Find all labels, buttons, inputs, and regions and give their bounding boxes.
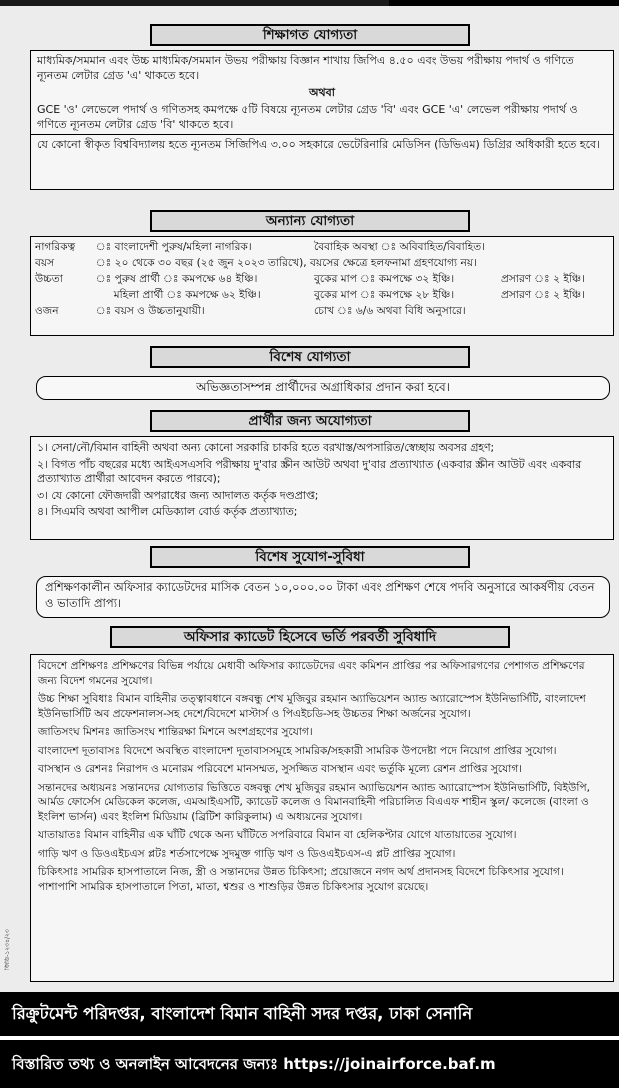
weight-value: ঃ বয়স ও উচ্চতানুযায়ী। — [95, 305, 205, 317]
age-value: ঃ ২০ থেকে ৩০ বছর (২৫ জুন ২০২৩ তারিখে), বয়সের ক্ষেত্রে হলফনামা গ্রহণযোগ্য নয়। — [95, 257, 477, 269]
footer-apply-url[interactable]: https://joinairforce.baf.m — [283, 1055, 496, 1073]
disqualification-item-2: ২। বিগত পাঁচ বছরের মধ্যে আইএসএসবি পরীক্ষায় দু'বার স্ক্রীন আউট অথবা দু'বার প্রত্যাখ্যাত (একবার স্ক্রীন আউট এবং একবার প্রত্যাখ্যাত প্রার্থীরা আবেদন করতে পারবে); — [37, 457, 582, 485]
benefit-housing-ration: বাসস্থান ও রেশনঃ নিরাপদ ও মনোরম পরিবেশে মানসম্মত, সুসজ্জিত বাসস্থান এবং ভর্তুকি মূল্যে রেশন প্রাপ্তির সুযোগ। — [38, 763, 523, 775]
marital-label: বৈবাহিক অবস্থা — [314, 241, 378, 253]
footer-apply — [0, 1040, 619, 1088]
height-male: ঃ পুরুষ প্রার্থী ঃ কমপক্ষে ৬৪ ইঞ্চি। — [95, 273, 258, 285]
benefit-transport: যাতায়াতঃ বিমান বাহিনীর এক ঘাঁটি থেকে অন্য ঘাঁটিতে সপরিবারে বিমান বা হেলিকপ্টার যোগে যাতায়াতের সুযোগ। — [38, 829, 517, 841]
educational-box — [30, 50, 614, 190]
other-table — [31, 239, 613, 319]
other-heading: অন্যান্য যোগ্যতা — [150, 210, 470, 232]
height-male-row — [31, 271, 613, 287]
nationality-label: নাগরিকত্ব — [35, 241, 76, 253]
benefit-children-education: সন্তানদের অধ্যয়নঃ সন্তানদের যোগ্যতার ভিত্তিতে বঙ্গবন্ধু শেখ মুজিবুর রহমান অ্যাভিয়েশন অ্যান্ড অ্যারোস্পেস ইউনিভার্সিটি, বিইউপি, আর্মড ফোর্সেস মেডিকেল কলেজ, এমআইএসটি, ক্যাডেট কলেজ ও বিমানবাহিনী পরিচালিত বিএএফ শাহীন স্কুল/ কলেজে (বাংলা ও ইংলিশ ভার্সন) এবং ইংলিশ মিডিয়াম (ব্রিটিশ কারিকুলাম) এ অধ্যয়নের সুযোগ। — [38, 781, 591, 823]
privilege-heading: বিশেষ সুযোগ-সুবিধা — [150, 546, 470, 568]
educational-line2: GCE 'ও' লেভেলে পদার্থ ও গণিতসহ কমপক্ষে ৫টি বিষয়ে ন্যূনতম লেটার গ্রেড 'বি' এবং GCE 'এ' লেভেল পরীক্ষায় পদার্থ ও গণিতে ন্যূনতম লেটার গ্রেড 'বি' থাকতে হবে। — [37, 103, 578, 131]
other-box — [30, 236, 614, 336]
special-heading: বিশেষ যোগ্যতা — [150, 346, 470, 368]
eye-value: চোখ ঃ ৬/৬ অথবা বিধি অনুসারে। — [314, 305, 466, 317]
height-female: মহিলা প্রার্থী ঃ কমপক্ষে ৬২ ইঞ্চি। — [113, 289, 261, 301]
educational-line3: যে কোনো স্বীকৃত বিশ্ববিদ্যালয় হতে ন্যূনতম সিজিপিএ ৩.০০ সহকারে ভেটেরিনারি মেডিসিন (ডিভিএম) ডিগ্রির অধিকারী হতে হবে। — [37, 138, 601, 151]
educational-line1: মাধ্যমিক/সমমান এবং উচ্চ মাধ্যমিক/সমমান উভয় পরীক্ষায় বিজ্ঞান শাখায় জিপিএ ৪.৫০ এবং উভয় পরীক্ষায় পদার্থ ও গণিতে ন্যূনতম লেটার গ্রেড 'এ' থাকতে হবে। — [37, 54, 574, 82]
marital-value: ঃ অবিবাহিত/বিবাহিত। — [396, 241, 485, 253]
height-label: উচ্চতা — [35, 273, 63, 285]
age-row — [31, 255, 613, 271]
educational-or: অথবা — [309, 86, 335, 99]
educational-heading: শিক্ষাগত যোগ্যতা — [150, 24, 470, 46]
privilege-text: প্রশিক্ষণকালীন অফিসার ক্যাডেটদের মাসিক বেতন ১০,০০০.০০ টাকা এবং প্রশিক্ষণ শেষে পদবি অনুসারে আকর্ষণীয় বেতন ও ভাতাদি প্রাপ্য। — [36, 576, 610, 618]
side-stamp: জিডি-১২৩৪/২৩ — [4, 929, 11, 970]
benefit-car-loan: গাড়ি ঋণ ও ডিওএইচএস প্লটঃ শর্তসাপেক্ষে সুদমুক্ত গাড়ি ঋণ ও ডিওএইচএস-এ প্লট প্রাপ্তির সুযোগ। — [38, 847, 456, 860]
benefit-embassy: বাংলাদেশ দূতাবাসঃ বিদেশে অবস্থিত বাংলাদেশ দূতাবাসসমূহে সামরিক/সহকারী সামরিক উপদেষ্টা পদে নিয়োগ প্রাপ্তির সুযোগ। — [38, 744, 557, 757]
benefits-heading: অফিসার ক্যাডেট হিসেবে ভর্তি পরবর্তী সুবিধাদি — [110, 626, 510, 648]
nationality-row — [31, 239, 613, 255]
special-text: অভিজ্ঞতাসম্পন্ন প্রার্থীদের অগ্রাধিকার প্রদান করা হবে। — [36, 376, 610, 400]
disqualification-item-3: ৩। যে কোনো ফৌজদারী অপরাধের জন্য আদালত কর্তৃক দণ্ডপ্রাপ্ত; — [37, 488, 319, 502]
top-rule-dark — [389, 0, 619, 6]
weight-label: ওজন — [35, 305, 59, 317]
weight-row — [31, 303, 613, 319]
benefit-higher-education: উচ্চ শিক্ষা সুবিধাঃ বিমান বাহিনীর তত্ত্বাবধানে বঙ্গবন্ধু শেখ মুজিবুর রহমান অ্যাভিয়েশন অ্যান্ড অ্যারোস্পেস ইউনিভার্সিটি, বাংলাদেশ ইউনিভার্সিটি অব প্রফেশনালস-সহ দেশে/বিদেশে মাস্টার্স ও পিএইচডি-সহ উচ্চতর শিক্ষা অর্জনের সুযোগ। — [38, 693, 586, 720]
benefit-un-mission: জাতিসংঘ মিশনঃ জাতিসংঘ শান্তিরক্ষা মিশনে অংশগ্রহণের সুযোগ। — [38, 726, 313, 738]
nationality-value: ঃ বাংলাদেশী পুরুষ/মহিলা নাগরিক। — [95, 241, 252, 253]
chest-male: বুকের মাপ ঃ কমপক্ষে ৩২ ইঞ্চি। — [314, 273, 455, 285]
disqualification-box — [30, 436, 614, 540]
benefit-foreign-training: বিদেশে প্রশিক্ষণঃ প্রশিক্ষণের বিভিন্ন পর্যায়ে মেধাবী অফিসার ক্যাডেটদের এবং কমিশন প্রাপ্তির পর অফিসারগণের পেশাগত প্রশিক্ষণের জন্য বিদেশ গমনের সুযোগ। — [38, 660, 585, 687]
age-label: বয়স — [35, 257, 55, 269]
footer-apply-label: বিস্তারিত তথ্য ও অনলাইন আবেদনের জন্যঃ — [12, 1055, 278, 1073]
disqualification-item-1: ১। সেনা/নৌ/বিমান বাহিনী অথবা অন্য কোনো সরকারি চাকরি হতে বরখাস্ত/অপসারিত/স্বেচ্ছায় অবসর গ্রহণ; — [37, 441, 495, 454]
height-female-row — [31, 287, 613, 303]
chest-female: বুকের মাপ ঃ কমপক্ষে ২৮ ইঞ্চি। — [314, 289, 455, 301]
footer-office: রিক্রুটমেন্ট পরিদপ্তর, বাংলাদেশ বিমান বাহিনী সদর দপ্তর, ঢাকা সেনানি — [0, 992, 619, 1036]
disqualification-item-4: ৪। সিএমবি অথবা আপীল মেডিক্যাল বোর্ড কর্তৃক প্রত্যাখ্যাত; — [37, 505, 298, 518]
benefit-medical: চিকিৎসাঃ সামরিক হাসপাতালে নিজ, স্ত্রী ও সন্তানদের উন্নত চিকিৎসা; প্রয়োজনে নগদ অর্থ প্রদানসহ বিদেশে চিকিৎসার সুযোগ। পাশাপাশি সামরিক হাসপাতালে পিতা, মাতা, শ্বশুর ও শাশুড়ির উন্নত চিকিৎসার সুযোগ রয়েছে। — [38, 866, 564, 893]
expansion-female: প্রসারণ ঃ ২ ইঞ্চি। — [500, 289, 585, 301]
disqualification-heading: প্রার্থীর জন্য অযোগ্যতা — [150, 410, 470, 432]
expansion-male: প্রসারণ ঃ ২ ইঞ্চি। — [500, 273, 585, 285]
benefits-box — [30, 654, 614, 982]
